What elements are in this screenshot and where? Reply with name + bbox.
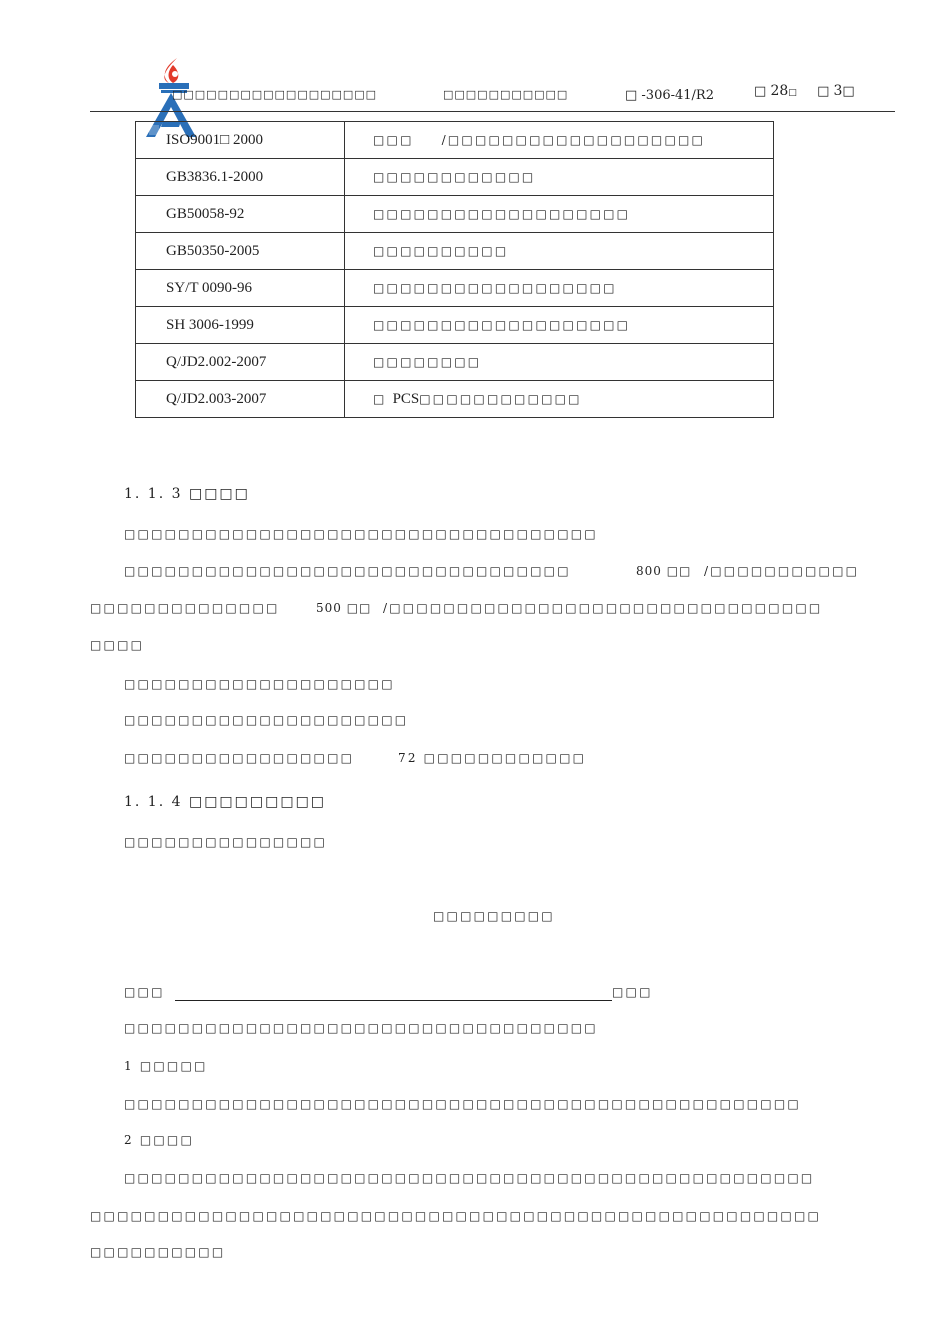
- section-113-para-3c: /□□□□□□□□□□□□□□□□□□□□□□□□□□□□□□□□: [383, 601, 823, 615]
- form-item-2-heading: 2 □□□□: [124, 1133, 195, 1147]
- table-row: [136, 159, 774, 196]
- standard-name: □□□□□□□□□□□□□□□□□□□: [345, 307, 774, 344]
- section-113-para-4: □□□□: [90, 638, 145, 652]
- header-company-name: □□□□□□□□□□□□□□□□□□: [172, 88, 378, 101]
- section-113-para-2c: /□□□□□□□□□□□: [704, 564, 860, 578]
- section-113-para-3b: 500 □□: [316, 601, 372, 615]
- table-row: [136, 270, 774, 307]
- page-total: 28: [770, 83, 789, 99]
- standard-code: GB50350-2005: [136, 233, 345, 270]
- header-page-info: [754, 83, 855, 99]
- table-row: [136, 344, 774, 381]
- section-113-para-7a: □□□□□□□□□□□□□□□□□: [124, 751, 355, 765]
- form-item-2-body-2: □□□□□□□□□□□□□□□□□□□□□□□□□□□□□□□□□□□□□□□□□□□□□□□□□□□□□□: [90, 1209, 822, 1223]
- table-row: [136, 233, 774, 270]
- section-113-para-1: □□□□□□□□□□□□□□□□□□□□□□□□□□□□□□□□□□□: [124, 527, 598, 541]
- recipient-blank-line: [175, 1000, 612, 1001]
- standard-code: SH 3006-1999: [136, 307, 345, 344]
- section-113-para-6: □□□□□□□□□□□□□□□□□□□□□: [124, 713, 409, 727]
- form-intro: □□□□□□□□□□□□□□□□□□□□□□□□□□□□□□□□□□□: [124, 1021, 598, 1035]
- form-item-2-body-3: □□□□□□□□□□: [90, 1245, 226, 1259]
- standard-code: ISO9001□ 2000: [136, 122, 345, 159]
- standard-name: □□□□□□□□□□: [345, 233, 774, 270]
- section-113-para-5: □□□□□□□□□□□□□□□□□□□□: [124, 677, 395, 691]
- standard-name: □□□□□□□□□□□□□□□□□□□: [345, 196, 774, 233]
- table-row: [136, 196, 774, 233]
- standard-code: GB50058-92: [136, 196, 345, 233]
- standard-name: □□□□□□□□□□□□□□□□□□: [345, 270, 774, 307]
- header-divider: [90, 111, 895, 112]
- form-item-1-heading: 1 □□□□□: [124, 1059, 208, 1073]
- form-item-1-body: □□□□□□□□□□□□□□□□□□□□□□□□□□□□□□□□□□□□□□□□□□□□□□□□□□: [124, 1097, 801, 1111]
- section-113-para-3a: □□□□□□□□□□□□□□: [90, 601, 280, 615]
- table-row: [136, 122, 774, 159]
- standard-name: □□□□□□□□: [345, 344, 774, 381]
- page-prefix: □: [754, 84, 767, 99]
- page-num: 3: [833, 83, 843, 99]
- standard-code: SY/T 0090-96: [136, 270, 345, 307]
- standards-table: [135, 121, 774, 418]
- standard-code: Q/JD2.002-2007: [136, 344, 345, 381]
- section-113-para-2a: □□□□□□□□□□□□□□□□□□□□□□□□□□□□□□□□□: [124, 564, 571, 578]
- standard-code: Q/JD2.003-2007: [136, 381, 345, 418]
- section-113-para-2b: 800 □□: [636, 564, 692, 578]
- header-doc-code: □ -306-41/R2: [625, 88, 714, 103]
- section-114-heading: 1. 1. 4 □□□□□□□□□: [124, 794, 327, 810]
- table-row: [136, 381, 774, 418]
- form-title: □□□□□□□□□: [433, 909, 555, 923]
- section-113-para-7b: 72 □□□□□□□□□□□□: [398, 751, 587, 765]
- section-114-para-1: □□□□□□□□□□□□□□□: [124, 835, 328, 849]
- standard-name: □□□□□□□□□□□□: [345, 159, 774, 196]
- page-suffix: □: [842, 84, 855, 99]
- form-to-suffix: □□□: [612, 985, 653, 999]
- page-sep: □: [817, 84, 830, 99]
- header-doc-title: □□□□□□□□□□□: [443, 88, 569, 101]
- standard-code: GB3836.1-2000: [136, 159, 345, 196]
- standard-name: □□□ /□□□□□□□□□□□□□□□□□□□: [345, 122, 774, 159]
- form-to-label: □□□: [124, 985, 165, 999]
- section-113-heading: 1. 1. 3 □□□□: [124, 486, 250, 502]
- form-item-2-body-1: □□□□□□□□□□□□□□□□□□□□□□□□□□□□□□□□□□□□□□□□□□□□□□□□□□□: [124, 1171, 815, 1185]
- table-row: [136, 307, 774, 344]
- standard-name: □ PCS□□□□□□□□□□□□: [345, 381, 774, 418]
- page-mid: □: [788, 88, 797, 98]
